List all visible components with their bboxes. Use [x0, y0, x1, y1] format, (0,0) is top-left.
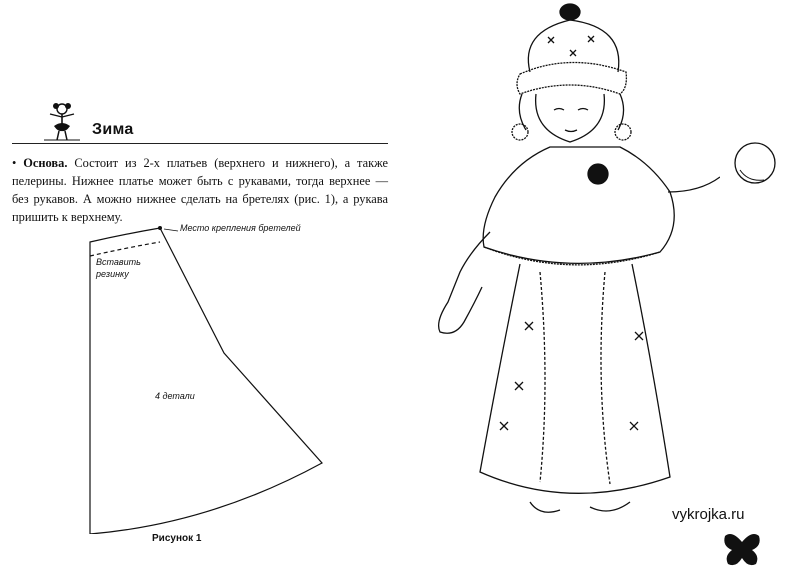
insert-elastic-label: Вставить резинку — [96, 257, 141, 279]
paragraph-lead: Основа. — [23, 156, 68, 170]
winter-costume-illustration — [420, 2, 720, 522]
bullet: • — [12, 156, 17, 170]
paragraph-text: Состоит из 2-х платьев (верхнего и нижнего), а также пелерины. Нижнее платье может быть с рукавами, тогда верхнее — без рукавов. А можно нижнее сделать на бретелях (рис. 1), а рукава пришить к верхнему. — [12, 156, 388, 224]
figure-caption: Рисунок 1 — [152, 533, 202, 544]
site-watermark: vykrojka.ru — [672, 506, 745, 523]
attachment-point-label: Место крепления бретелей — [180, 223, 301, 233]
header-rule — [12, 143, 388, 144]
snowball-illustration — [730, 138, 780, 188]
section-title: Зима — [92, 121, 134, 138]
pieces-count-label: 4 детали — [155, 391, 195, 401]
butterfly-icon — [722, 530, 762, 570]
dancer-figure-icon — [40, 100, 84, 142]
body-paragraph — [12, 154, 388, 226]
